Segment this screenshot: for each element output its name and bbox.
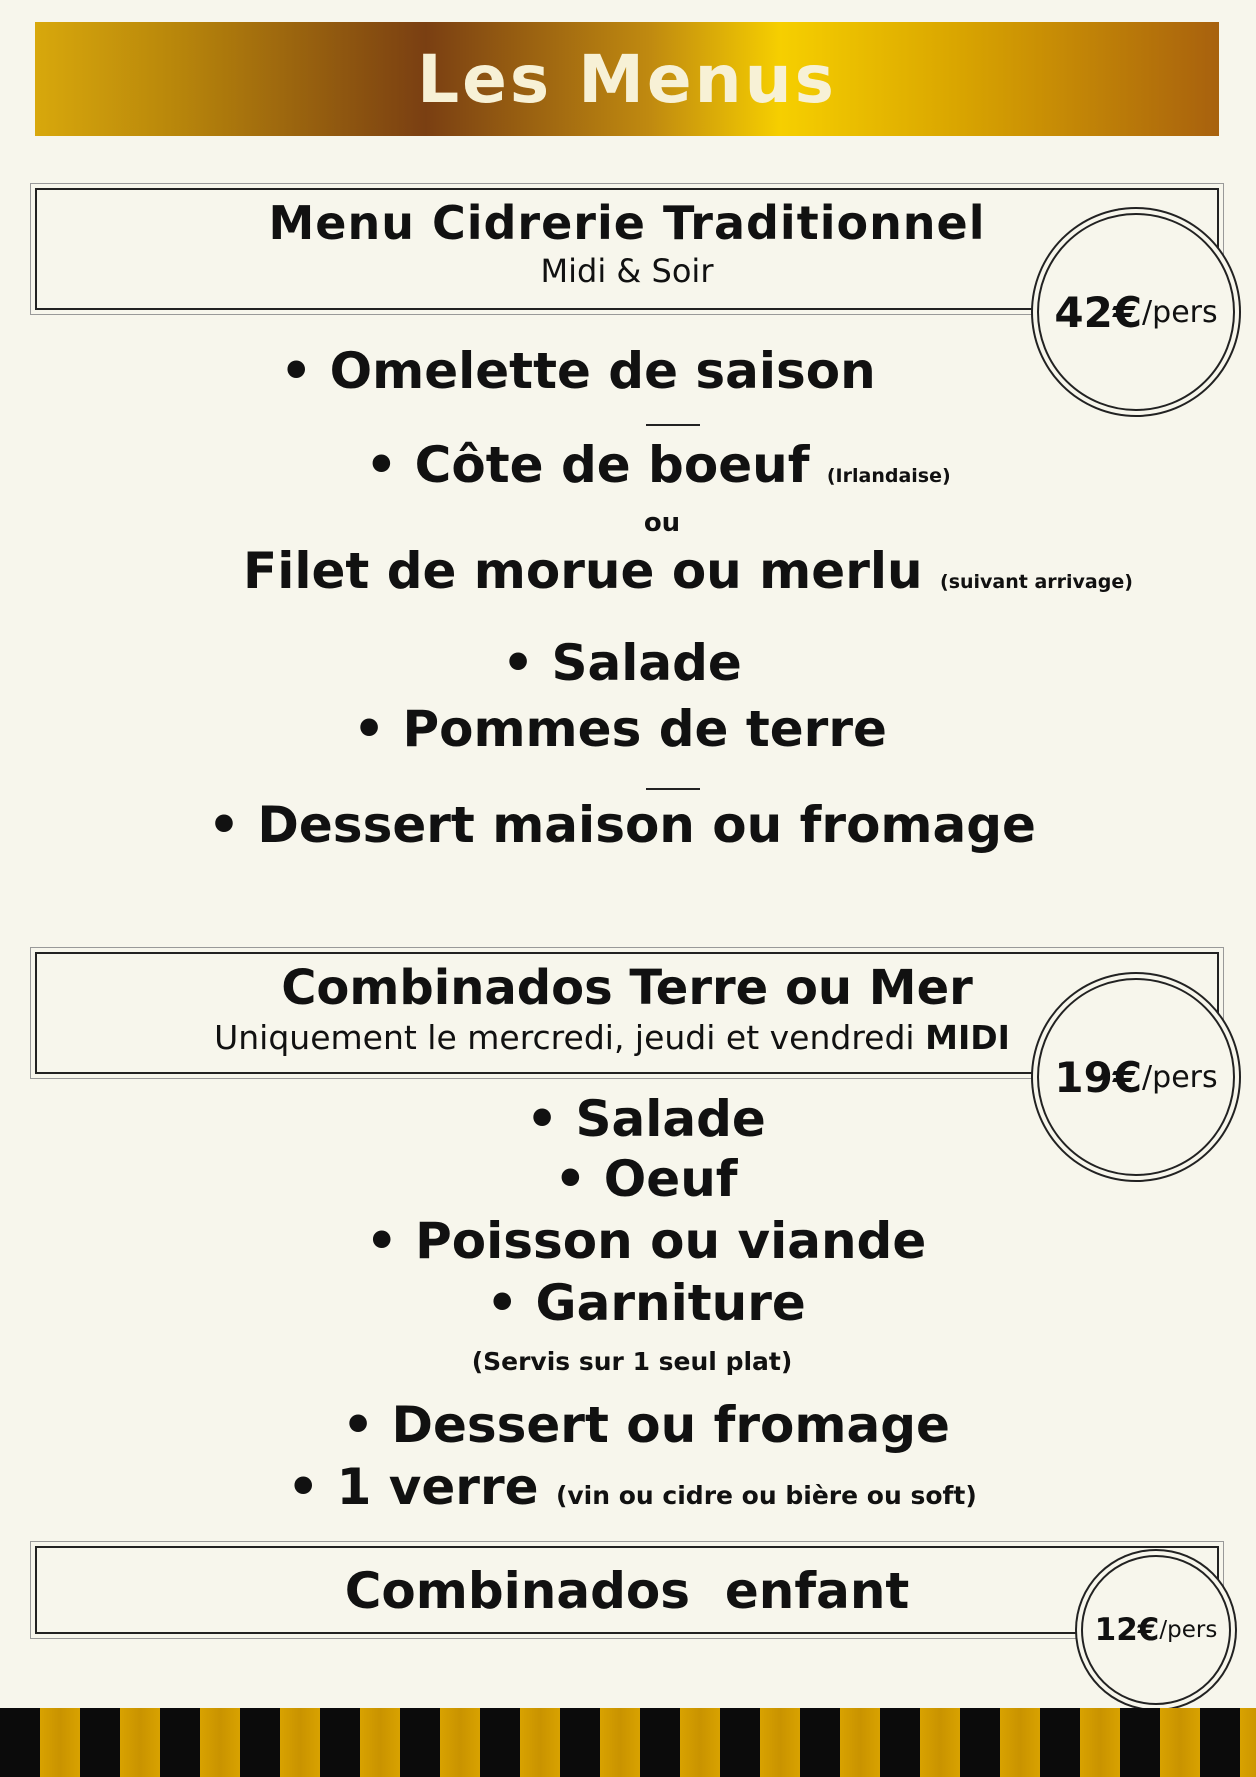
price-unit: /pers xyxy=(1142,1059,1218,1095)
menu-item-label: Filet de morue ou merlu xyxy=(243,542,923,600)
menu-item-dessert: • Dessert maison ou fromage xyxy=(208,796,1036,854)
menu-item-salade: • Salade xyxy=(526,1090,766,1148)
divider xyxy=(646,424,700,426)
menu-item-note: (suivant arrivage) xyxy=(940,571,1133,593)
or-label: ou xyxy=(643,508,681,538)
menu-item-label: • Côte de boeuf xyxy=(365,436,810,494)
menu-item-label: • 1 verre xyxy=(287,1458,539,1516)
price-badge-enfant xyxy=(1081,1555,1231,1705)
menu-item-note: (vin ou cidre ou bière ou soft) xyxy=(555,1481,977,1510)
divider xyxy=(646,788,700,790)
title-banner xyxy=(35,22,1219,136)
price-value: 12€ xyxy=(1094,1612,1160,1648)
subtitle-text: Uniquement le mercredi, jeudi et vendredi xyxy=(214,1018,915,1057)
menu-combinados-subtitle xyxy=(7,1018,1217,1057)
menu-item-salade: • Salade xyxy=(502,634,742,692)
menu-note-servis: (Servis sur 1 seul plat) xyxy=(471,1347,793,1376)
price-value: 42€ xyxy=(1054,287,1143,337)
menu-item-garniture: • Garniture xyxy=(486,1274,806,1332)
menu-enfant-title: Combinados enfant xyxy=(344,1562,910,1620)
menu-item-dessert: • Dessert ou fromage xyxy=(342,1396,950,1454)
menu-item-pommes-de-terre: • Pommes de terre xyxy=(353,700,887,758)
menu-item-omelette: • Omelette de saison xyxy=(280,342,876,400)
menu-item-poisson-viande: • Poisson ou viande xyxy=(365,1212,927,1270)
menu-item-filet xyxy=(60,542,1256,600)
price-value: 19€ xyxy=(1054,1052,1143,1102)
menu-item-oeuf: • Oeuf xyxy=(554,1150,738,1208)
menu-enfant-header xyxy=(35,1546,1219,1634)
price-unit: /pers xyxy=(1142,294,1218,330)
menu-item-cote-de-boeuf xyxy=(30,436,1256,494)
page-title: Les Menus xyxy=(417,40,837,118)
subtitle-bold: MIDI xyxy=(925,1018,1010,1057)
price-unit: /pers xyxy=(1159,1617,1218,1643)
menu-item-verre xyxy=(4,1458,1256,1516)
menu-cidrerie-title: Menu Cidrerie Traditionnel xyxy=(268,196,986,250)
menu-item-note: (Irlandaise) xyxy=(826,465,951,487)
decorative-stripes xyxy=(0,1708,1256,1777)
menu-cidrerie-subtitle: Midi & Soir xyxy=(540,252,714,290)
menu-combinados-title: Combinados Terre ou Mer xyxy=(281,960,973,1016)
